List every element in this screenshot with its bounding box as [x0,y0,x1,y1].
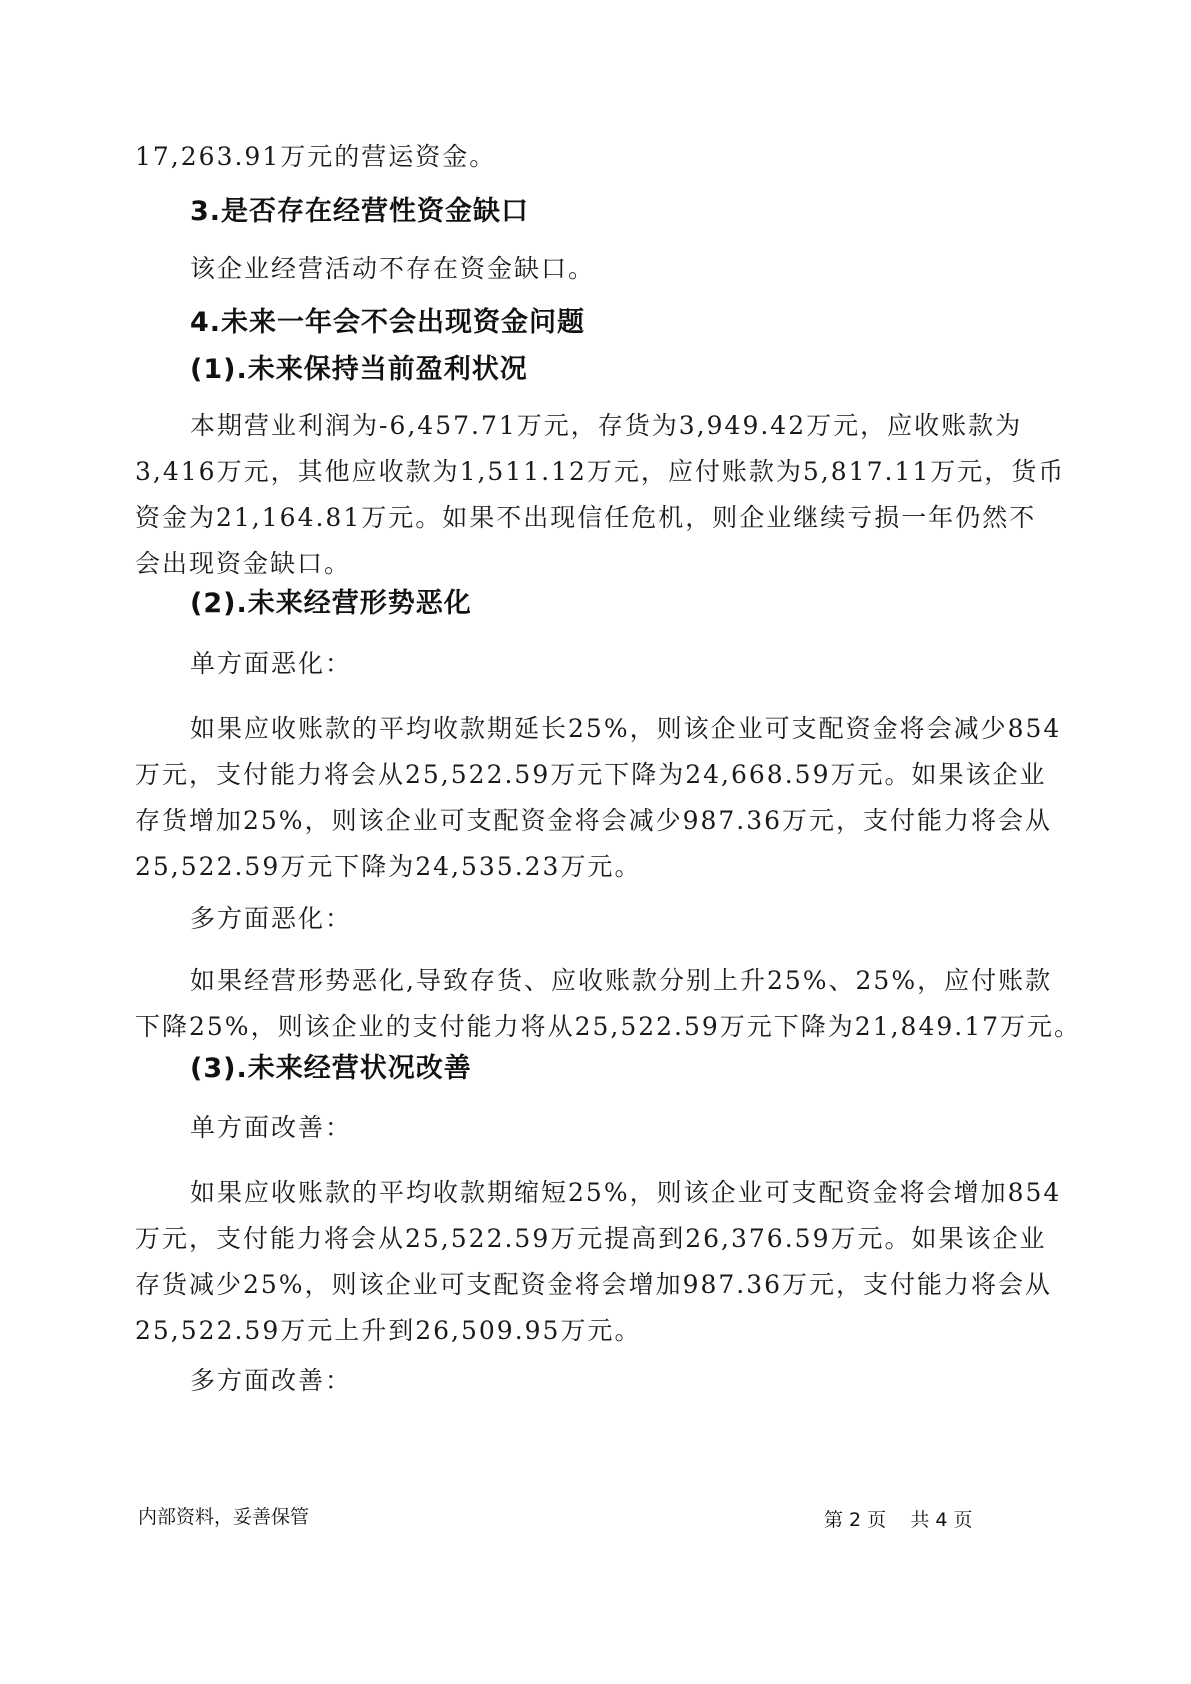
label-multi-worse: 多方面恶化： [190,904,353,933]
paragraph-single-worse [135,706,1061,890]
paragraph-no-gap: 该企业经营活动不存在资金缺口。 [190,254,596,283]
text-line: 3,416万元，其他应收款为1,511.12万元，应付账款为5,817.11万元，货币 [135,457,1066,486]
section-heading-4: 4.未来一年会不会出现资金问题 [190,307,586,338]
subheading-better: (3).未来经营状况改善 [190,1053,472,1084]
text-line: 万元，支付能力将会从25,522.59万元提高到26,376.59万元。如果该企业 [135,1224,1047,1253]
text-line: 25,522.59万元上升到26,509.95万元。 [135,1316,642,1345]
text-line: 如果经营形势恶化,导致存货、应收账款分别上升25%、25%，应付账款 [190,966,1053,995]
paragraph-multi-worse [135,958,1081,1050]
label-multi-better: 多方面改善： [190,1366,353,1395]
text-line: 下降25%，则该企业的支付能力将从25,522.59万元下降为21,849.17万元。 [135,1012,1082,1041]
subheading-current-profit: (1).未来保持当前盈利状况 [190,354,528,385]
paragraph-current-profit [135,403,1065,587]
label-single-better: 单方面改善： [190,1113,353,1142]
text-line: 如果应收账款的平均收款期延长25%，则该企业可支配资金将会减少854 [190,714,1062,743]
footer-page-number: 第 2 页 共 4 页 [824,1509,973,1531]
text-line: 存货减少25%，则该企业可支配资金将会增加987.36万元，支付能力将会从 [135,1270,1053,1299]
text-line: 会出现资金缺口。 [135,549,352,578]
text-line: 本期营业利润为-6,457.71万元，存货为3,949.42万元，应收账款为 [190,411,1023,440]
footer-confidential: 内部资料，妥善保管 [138,1506,310,1528]
label-single-worse: 单方面恶化： [190,649,353,678]
paragraph-single-better [135,1170,1061,1354]
text-line: 资金为21,164.81万元。如果不出现信任危机，则企业继续亏损一年仍然不 [135,503,1037,532]
paragraph-continued: 17,263.91万元的营运资金。 [135,142,497,171]
subheading-worse: (2).未来经营形势恶化 [190,588,472,619]
text-line: 25,522.59万元下降为24,535.23万元。 [135,852,642,881]
section-heading-3: 3.是否存在经营性资金缺口 [190,196,530,227]
text-line: 如果应收账款的平均收款期缩短25%，则该企业可支配资金将会增加854 [190,1178,1062,1207]
text-line: 存货增加25%，则该企业可支配资金将会减少987.36万元，支付能力将会从 [135,806,1053,835]
text-line: 万元，支付能力将会从25,522.59万元下降为24,668.59万元。如果该企业 [135,760,1047,789]
